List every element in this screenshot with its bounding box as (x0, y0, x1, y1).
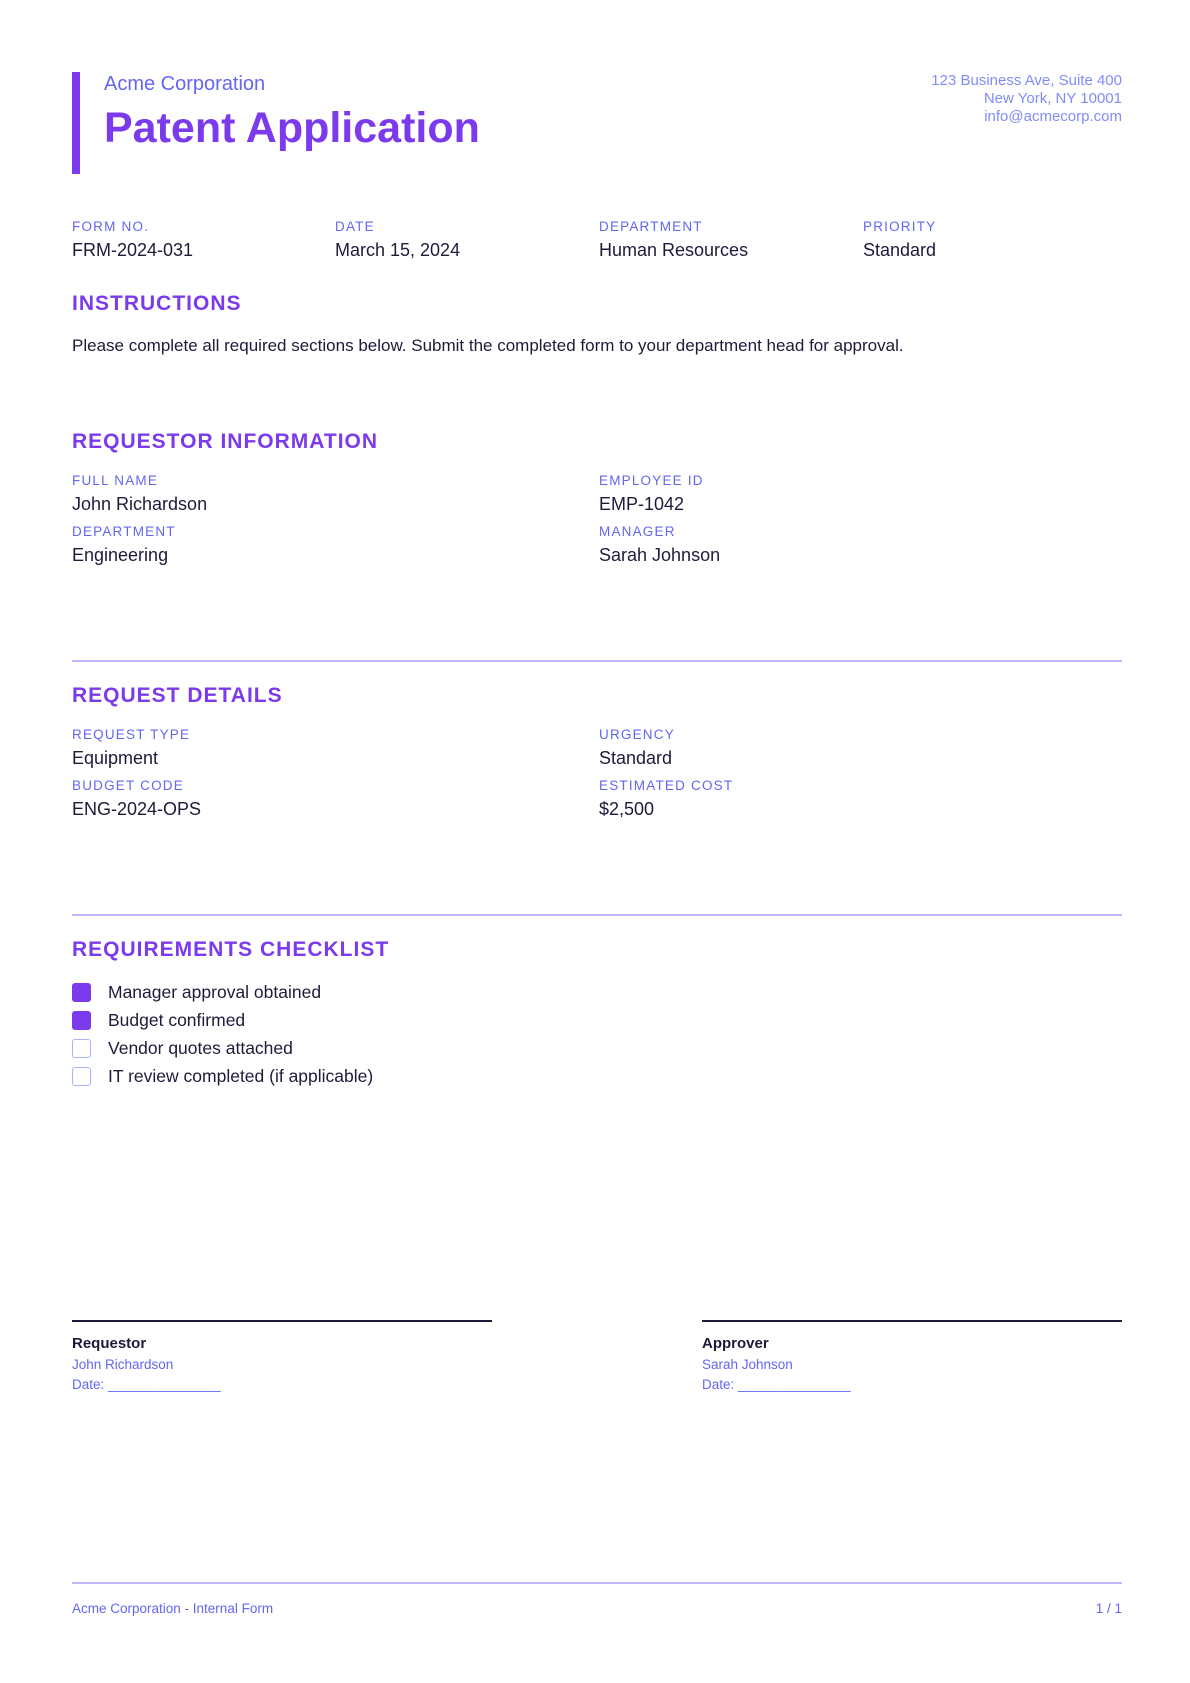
full-name-value[interactable]: John Richardson (72, 494, 208, 514)
signature-requestor (72, 1320, 492, 1393)
signature-role: Approver (702, 1335, 769, 1352)
footer-divider (72, 1582, 1122, 1584)
signature-approver (702, 1320, 1122, 1393)
checklist-item-label: Manager approval obtained (108, 982, 322, 1002)
meta-department (599, 219, 861, 261)
employee-id-label: EMPLOYEE ID (599, 473, 704, 488)
request-type-label: REQUEST TYPE (72, 727, 191, 742)
form-meta (72, 219, 1122, 263)
budget-code-label: BUDGET CODE (72, 778, 184, 793)
company-address (931, 72, 1122, 126)
signature-line[interactable] (72, 1320, 492, 1322)
address-line-2: New York, NY 10001 (983, 90, 1122, 107)
meta-form-no (72, 219, 334, 261)
request-type-value[interactable]: Equipment (72, 748, 159, 768)
priority-value: Standard (863, 240, 937, 260)
checkbox[interactable] (72, 1011, 91, 1030)
company-email[interactable]: info@acmecorp.com (984, 108, 1122, 125)
checklist-item-label: IT review completed (if applicable) (108, 1066, 374, 1086)
budget-code-value[interactable]: ENG-2024-OPS (72, 799, 202, 819)
signature-line[interactable] (702, 1320, 1122, 1322)
checklist-item[interactable] (72, 1034, 373, 1062)
checklist-title: REQUIREMENTS CHECKLIST (72, 938, 390, 961)
checklist-item[interactable] (72, 1062, 373, 1090)
urgency-value[interactable]: Standard (599, 748, 673, 768)
document-header (72, 72, 1122, 174)
estimated-cost-label: ESTIMATED COST (599, 778, 734, 793)
priority-label: PRIORITY (863, 219, 937, 234)
request-details-title: REQUEST DETAILS (72, 684, 283, 707)
date-label: DATE (335, 219, 375, 234)
checklist-item[interactable] (72, 978, 373, 1006)
field-estimated-cost (599, 778, 1079, 820)
signature-date[interactable]: Date: _______________ (702, 1377, 851, 1392)
page-number: 1 / 1 (1095, 1601, 1122, 1616)
requirements-checklist (72, 978, 373, 1090)
instructions-title: INSTRUCTIONS (72, 292, 242, 315)
form-no-value: FRM-2024-031 (72, 240, 194, 260)
full-name-label: FULL NAME (72, 473, 159, 488)
field-full-name (72, 473, 552, 515)
manager-label: MANAGER (599, 524, 676, 539)
checkbox[interactable] (72, 983, 91, 1002)
field-request-type (72, 727, 552, 769)
signature-name: John Richardson (72, 1357, 174, 1372)
manager-value[interactable]: Sarah Johnson (599, 545, 721, 565)
estimated-cost-value[interactable]: $2,500 (599, 799, 655, 819)
department-value: Human Resources (599, 240, 749, 260)
meta-priority (863, 219, 1125, 261)
section-divider (72, 660, 1122, 662)
checklist-item-label: Budget confirmed (108, 1010, 246, 1030)
requestor-department-label: DEPARTMENT (72, 524, 176, 539)
checklist-item[interactable] (72, 1006, 373, 1034)
meta-date (335, 219, 597, 261)
signature-role: Requestor (72, 1335, 147, 1352)
department-label: DEPARTMENT (599, 219, 703, 234)
requestor-section-title: REQUESTOR INFORMATION (72, 430, 379, 453)
page-title: Patent Application (104, 104, 480, 152)
field-employee-id (599, 473, 1079, 515)
field-manager (599, 524, 1079, 566)
signature-date[interactable]: Date: _______________ (72, 1377, 221, 1392)
header-accent-bar (72, 72, 80, 174)
field-budget-code (72, 778, 552, 820)
section-divider (72, 914, 1122, 916)
company-name: Acme Corporation (104, 73, 266, 95)
address-line-1: 123 Business Ave, Suite 400 (931, 72, 1122, 89)
requestor-department-value[interactable]: Engineering (72, 545, 169, 565)
urgency-label: URGENCY (599, 727, 675, 742)
date-value: March 15, 2024 (335, 240, 461, 260)
signature-name: Sarah Johnson (702, 1357, 793, 1372)
checkbox[interactable] (72, 1039, 91, 1058)
employee-id-value[interactable]: EMP-1042 (599, 494, 685, 514)
footer-text: Acme Corporation - Internal Form (72, 1601, 274, 1616)
form-no-label: FORM NO. (72, 219, 150, 234)
field-department (72, 524, 552, 566)
checkbox[interactable] (72, 1067, 91, 1086)
instructions-text: Please complete all required sections below. Submit the completed form to your department head for approval. (72, 336, 904, 355)
field-urgency (599, 727, 1079, 769)
checklist-item-label: Vendor quotes attached (108, 1038, 293, 1058)
